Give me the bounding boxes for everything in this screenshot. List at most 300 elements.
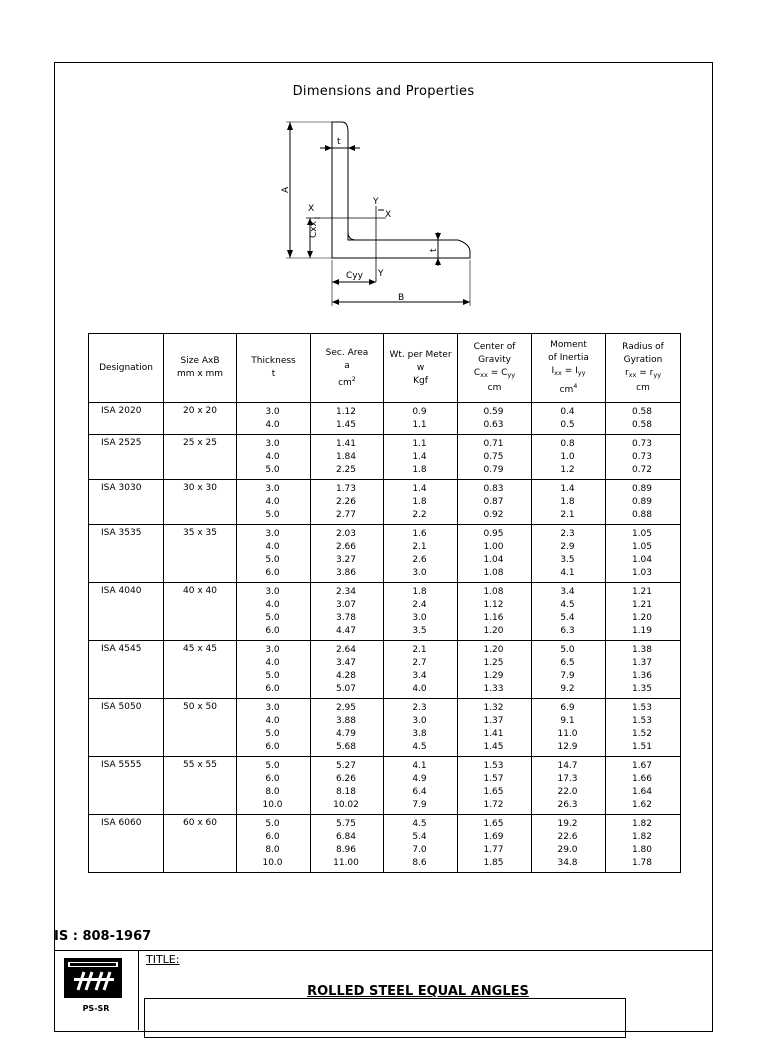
cell-weight (384, 435, 458, 480)
value-line: 0.72 (631, 465, 653, 475)
value-line: 2.34 (335, 587, 357, 597)
logo-code: PS-SR (82, 1004, 110, 1013)
value-line: 5.4 (560, 613, 575, 623)
value-line: 1.52 (631, 729, 653, 739)
value-line: 10.0 (262, 858, 283, 868)
value-line: 1.6 (412, 529, 427, 539)
cell-weight (384, 641, 458, 699)
value-line: 1.69 (483, 832, 504, 842)
value-line: 19.2 (557, 819, 578, 829)
value-line: 1.65 (483, 819, 504, 829)
value-line: 1.8 (412, 497, 427, 507)
value-line: 3.5 (412, 626, 427, 636)
value-line: 1.66 (631, 774, 653, 784)
cell-size: 50 x 50 (164, 699, 237, 757)
cell-designation: ISA 2525 (89, 435, 164, 480)
value-line: 4.47 (335, 626, 357, 636)
cell-weight (384, 583, 458, 641)
value-line: 4.9 (412, 774, 427, 784)
value-line: 5.27 (335, 761, 357, 771)
value-line: 1.85 (483, 858, 504, 868)
value-line: 5.0 (265, 613, 280, 623)
value-line: 0.71 (483, 439, 504, 449)
cell-center-of-gravity (458, 525, 532, 583)
value-line: 5.0 (265, 465, 280, 475)
cell-thickness (237, 699, 311, 757)
table-row (89, 480, 681, 525)
value-line: 8.18 (335, 787, 357, 797)
cell-size: 30 x 30 (164, 480, 237, 525)
value-line: 1.84 (335, 452, 357, 462)
cell-weight (384, 525, 458, 583)
cell-designation: ISA 5555 (89, 757, 164, 815)
value-line: 2.66 (335, 542, 357, 552)
cell-center-of-gravity (458, 583, 532, 641)
value-line: 1.0 (560, 452, 575, 462)
value-line: 5.0 (265, 729, 280, 739)
value-line: 6.3 (560, 626, 575, 636)
cell-radius-of-gyration (606, 435, 681, 480)
value-line: 1.45 (483, 742, 504, 752)
cell-center-of-gravity (458, 641, 532, 699)
value-line: 8.0 (265, 845, 280, 855)
value-line: 8.6 (412, 858, 427, 868)
value-line: 1.78 (631, 858, 653, 868)
value-line: 2.1 (560, 510, 575, 520)
value-line: 1.77 (483, 845, 504, 855)
value-line: 3.27 (335, 555, 357, 565)
value-line: 5.4 (412, 832, 427, 842)
cell-sec-area (311, 525, 384, 583)
value-line: 1.73 (335, 484, 357, 494)
cell-moment-of-inertia (532, 583, 606, 641)
value-line: 17.3 (557, 774, 578, 784)
value-line: 2.3 (412, 703, 427, 713)
value-line: 8.0 (265, 787, 280, 797)
value-line: 6.26 (335, 774, 357, 784)
value-line: 1.00 (483, 542, 504, 552)
value-line: 0.89 (631, 484, 653, 494)
title-block-divider (54, 950, 713, 951)
cell-designation: ISA 2020 (89, 403, 164, 435)
value-line: 0.4 (560, 407, 575, 417)
cell-sec-area (311, 815, 384, 873)
value-line: 1.67 (631, 761, 653, 771)
value-line: 6.84 (335, 832, 357, 842)
value-line: 1.20 (631, 613, 653, 623)
value-line: 2.77 (335, 510, 357, 520)
value-line: 1.08 (483, 568, 504, 578)
value-line: 4.79 (335, 729, 357, 739)
cell-designation: ISA 6060 (89, 815, 164, 873)
value-line: 0.58 (631, 420, 653, 430)
value-line: 1.36 (631, 671, 653, 681)
value-line: 12.9 (557, 742, 578, 752)
value-line: 1.03 (631, 568, 653, 578)
value-line: 6.0 (265, 568, 280, 578)
cell-designation: ISA 4040 (89, 583, 164, 641)
value-line: 0.89 (631, 497, 653, 507)
value-line: 1.35 (631, 684, 653, 694)
cell-designation: ISA 3535 (89, 525, 164, 583)
table-row (89, 699, 681, 757)
value-line: 0.73 (631, 452, 653, 462)
value-line: 3.0 (412, 613, 427, 623)
value-line: 1.4 (412, 452, 427, 462)
value-line: 4.5 (412, 742, 427, 752)
value-line: 8.96 (335, 845, 357, 855)
header-designation: Designation (89, 334, 164, 403)
cell-size: 20 x 20 (164, 403, 237, 435)
value-line: 1.05 (631, 542, 653, 552)
value-line: 1.8 (560, 497, 575, 507)
cell-thickness (237, 403, 311, 435)
value-line: 1.32 (483, 703, 504, 713)
value-line: 6.9 (560, 703, 575, 713)
value-line: 1.19 (631, 626, 653, 636)
value-line: 3.0 (412, 568, 427, 578)
label-y-top: Y (373, 197, 379, 207)
value-line: 2.4 (412, 600, 427, 610)
value-line: 1.29 (483, 671, 504, 681)
value-line: 26.3 (557, 800, 578, 810)
value-line: 4.0 (265, 420, 280, 430)
value-line: 2.6 (412, 555, 427, 565)
value-line: 1.82 (631, 819, 653, 829)
cell-thickness (237, 525, 311, 583)
value-line: 6.5 (560, 658, 575, 668)
value-line: 3.0 (412, 716, 427, 726)
label-y-bottom: Y (378, 269, 384, 279)
value-line: 1.65 (483, 787, 504, 797)
cell-size: 40 x 40 (164, 583, 237, 641)
value-line: 14.7 (557, 761, 578, 771)
cell-moment-of-inertia (532, 525, 606, 583)
value-line: 5.0 (265, 510, 280, 520)
value-line: 1.37 (483, 716, 504, 726)
cell-designation: ISA 4545 (89, 641, 164, 699)
value-line: 1.20 (483, 645, 504, 655)
value-line: 1.04 (631, 555, 653, 565)
header-size: Size AxB mm x mm (164, 334, 237, 403)
cell-designation: ISA 5050 (89, 699, 164, 757)
value-line: 1.62 (631, 800, 653, 810)
header-center-of-gravity: Center of Gravity $C_{xx} = C_{yy}$ cm (458, 334, 532, 403)
value-line: 4.0 (265, 600, 280, 610)
value-line: 4.0 (265, 452, 280, 462)
header-radius-of-gyration: Radius of Gyration $r_{xx} = r_{yy}$ cm (606, 334, 681, 403)
cell-size: 35 x 35 (164, 525, 237, 583)
value-line: 2.26 (335, 497, 357, 507)
value-line: 1.08 (483, 587, 504, 597)
value-line: 0.5 (560, 420, 575, 430)
header-moment-of-inertia: Moment of Inertia $I_{xx} = I_{yy}$ $cm^4$ (532, 334, 606, 403)
value-line: 1.12 (483, 600, 504, 610)
value-line: 1.1 (412, 439, 427, 449)
value-line: 3.0 (265, 407, 280, 417)
value-line: 2.2 (412, 510, 427, 520)
cell-thickness (237, 583, 311, 641)
value-line: 3.4 (412, 671, 427, 681)
cell-size: 60 x 60 (164, 815, 237, 873)
value-line: 5.0 (560, 645, 575, 655)
value-line: 4.0 (265, 716, 280, 726)
value-line: 0.73 (631, 439, 653, 449)
standard-number: IS : 808-1967 (54, 929, 152, 944)
value-line: 6.0 (265, 684, 280, 694)
cell-thickness (237, 480, 311, 525)
value-line: 1.21 (631, 587, 653, 597)
value-line: 1.41 (335, 439, 357, 449)
value-line: 0.79 (483, 465, 504, 475)
cell-moment-of-inertia (532, 815, 606, 873)
value-line: 3.5 (560, 555, 575, 565)
table-row (89, 403, 681, 435)
value-line: 3.0 (265, 439, 280, 449)
cell-size: 55 x 55 (164, 757, 237, 815)
value-line: 1.72 (483, 800, 504, 810)
value-line: 22.0 (557, 787, 578, 797)
cell-sec-area (311, 699, 384, 757)
value-line: 0.92 (483, 510, 504, 520)
sheet-title: ROLLED STEEL EQUAL ANGLES (307, 984, 529, 999)
value-line: 2.1 (412, 542, 427, 552)
value-line: 1.4 (560, 484, 575, 494)
value-line: 3.78 (335, 613, 357, 623)
value-line: 0.88 (631, 510, 653, 520)
value-line: 1.21 (631, 600, 653, 610)
value-line: 6.0 (265, 626, 280, 636)
value-line: 2.64 (335, 645, 357, 655)
cell-moment-of-inertia (532, 403, 606, 435)
value-line: 5.0 (265, 761, 280, 771)
value-line: 4.0 (265, 542, 280, 552)
value-line: 3.0 (265, 587, 280, 597)
value-line: 7.9 (560, 671, 575, 681)
properties-table (88, 333, 681, 873)
cell-radius-of-gyration (606, 480, 681, 525)
value-line: 2.03 (335, 529, 357, 539)
title-label: TITLE: (146, 953, 180, 966)
cell-moment-of-inertia (532, 435, 606, 480)
cell-moment-of-inertia (532, 641, 606, 699)
value-line: 0.95 (483, 529, 504, 539)
cell-size: 45 x 45 (164, 641, 237, 699)
value-line: 1.04 (483, 555, 504, 565)
value-line: 2.7 (412, 658, 427, 668)
value-line: 1.37 (631, 658, 653, 668)
header-area: Sec. Area a $cm^2$ (311, 334, 384, 403)
value-line: 5.07 (335, 684, 357, 694)
value-line: 3.8 (412, 729, 427, 739)
value-line: 0.83 (483, 484, 504, 494)
value-line: 1.51 (631, 742, 653, 752)
header-thickness: Thickness t (237, 334, 311, 403)
value-line: 5.68 (335, 742, 357, 752)
value-line: 0.8 (560, 439, 575, 449)
cell-thickness (237, 757, 311, 815)
value-line: 6.0 (265, 832, 280, 842)
label-t-right: t (429, 248, 439, 252)
cell-sec-area (311, 403, 384, 435)
cell-thickness (237, 815, 311, 873)
cell-sec-area (311, 480, 384, 525)
cell-radius-of-gyration (606, 403, 681, 435)
label-cxx: Cxx (309, 221, 319, 238)
value-line: 5.75 (335, 819, 357, 829)
value-line: 4.0 (412, 684, 427, 694)
cell-weight (384, 403, 458, 435)
table-row (89, 525, 681, 583)
page-title: Dimensions and Properties (292, 84, 475, 99)
table-row (89, 583, 681, 641)
label-t-top: t (337, 137, 341, 147)
cell-sec-area (311, 757, 384, 815)
cell-center-of-gravity (458, 435, 532, 480)
value-line: 29.0 (557, 845, 578, 855)
value-line: 6.0 (265, 774, 280, 784)
value-line: 1.8 (412, 587, 427, 597)
value-line: 3.0 (265, 484, 280, 494)
cell-moment-of-inertia (532, 480, 606, 525)
value-line: 6.0 (265, 742, 280, 752)
value-line: 5.0 (265, 555, 280, 565)
cell-radius-of-gyration (606, 699, 681, 757)
value-line: 0.59 (483, 407, 504, 417)
value-line: 1.53 (631, 716, 653, 726)
value-line: 6.4 (412, 787, 427, 797)
cell-sec-area (311, 583, 384, 641)
cell-thickness (237, 641, 311, 699)
cell-radius-of-gyration (606, 757, 681, 815)
label-x-left: X (308, 204, 315, 214)
table-row (89, 641, 681, 699)
value-line: 11.00 (333, 858, 359, 868)
value-line: 3.4 (560, 587, 575, 597)
cell-weight (384, 757, 458, 815)
table-body (89, 403, 681, 873)
cell-moment-of-inertia (532, 699, 606, 757)
cell-weight (384, 699, 458, 757)
cell-center-of-gravity (458, 757, 532, 815)
value-line: 1.16 (483, 613, 504, 623)
cell-moment-of-inertia (532, 757, 606, 815)
cell-sec-area (311, 641, 384, 699)
value-line: 3.47 (335, 658, 357, 668)
value-line: 2.1 (412, 645, 427, 655)
value-line: 1.38 (631, 645, 653, 655)
value-line: 1.41 (483, 729, 504, 739)
header-weight: Wt. per Meter w Kgf (384, 334, 458, 403)
table-row (89, 435, 681, 480)
value-line: 1.1 (412, 420, 427, 430)
value-line: 1.8 (412, 465, 427, 475)
value-line: 3.07 (335, 600, 357, 610)
value-line: 11.0 (557, 729, 578, 739)
value-line: 4.28 (335, 671, 357, 681)
value-line: 34.8 (557, 858, 578, 868)
label-b: B (398, 293, 405, 303)
value-line: 10.0 (262, 800, 283, 810)
value-line: 4.0 (265, 497, 280, 507)
angle-outline (332, 122, 470, 258)
value-line: 2.25 (335, 465, 357, 475)
company-logo (64, 958, 122, 998)
value-line: 7.9 (412, 800, 427, 810)
value-line: 10.02 (333, 800, 359, 810)
title-box (144, 998, 626, 1038)
value-line: 1.53 (483, 761, 504, 771)
value-line: 3.0 (265, 703, 280, 713)
value-line: 1.64 (631, 787, 653, 797)
cell-size: 25 x 25 (164, 435, 237, 480)
cell-radius-of-gyration (606, 583, 681, 641)
label-x-right: X (385, 210, 392, 220)
cell-radius-of-gyration (606, 525, 681, 583)
value-line: 22.6 (557, 832, 578, 842)
value-line: 0.87 (483, 497, 504, 507)
cell-center-of-gravity (458, 699, 532, 757)
angle-section-diagram (274, 110, 484, 314)
table-header-row (89, 334, 681, 403)
value-line: 4.5 (412, 819, 427, 829)
cell-center-of-gravity (458, 815, 532, 873)
value-line: 3.86 (335, 568, 357, 578)
cell-radius-of-gyration (606, 815, 681, 873)
cell-weight (384, 815, 458, 873)
value-line: 2.3 (560, 529, 575, 539)
value-line: 1.33 (483, 684, 504, 694)
value-line: 4.1 (412, 761, 427, 771)
value-line: 1.12 (335, 407, 357, 417)
value-line: 5.0 (265, 819, 280, 829)
value-line: 3.0 (265, 645, 280, 655)
cell-designation: ISA 3030 (89, 480, 164, 525)
value-line: 4.5 (560, 600, 575, 610)
value-line: 1.53 (631, 703, 653, 713)
cell-sec-area (311, 435, 384, 480)
value-line: 2.95 (335, 703, 357, 713)
value-line: 3.0 (265, 529, 280, 539)
value-line: 1.45 (335, 420, 357, 430)
value-line: 0.63 (483, 420, 504, 430)
value-line: 1.20 (483, 626, 504, 636)
cell-weight (384, 480, 458, 525)
value-line: 0.75 (483, 452, 504, 462)
label-a: A (281, 186, 291, 193)
value-line: 1.82 (631, 832, 653, 842)
value-line: 7.0 (412, 845, 427, 855)
value-line: 0.58 (631, 407, 653, 417)
value-line: 9.1 (560, 716, 575, 726)
value-line: 9.2 (560, 684, 575, 694)
cell-thickness (237, 435, 311, 480)
table-row (89, 815, 681, 873)
value-line: 1.25 (483, 658, 504, 668)
cell-radius-of-gyration (606, 641, 681, 699)
value-line: 4.0 (265, 658, 280, 668)
value-line: 1.4 (412, 484, 427, 494)
value-line: 0.9 (412, 407, 427, 417)
value-line: 5.0 (265, 671, 280, 681)
cell-center-of-gravity (458, 403, 532, 435)
value-line: 2.9 (560, 542, 575, 552)
label-cyy: Cyy (346, 271, 363, 281)
table-row (89, 757, 681, 815)
value-line: 1.05 (631, 529, 653, 539)
value-line: 4.1 (560, 568, 575, 578)
value-line: 1.80 (631, 845, 653, 855)
